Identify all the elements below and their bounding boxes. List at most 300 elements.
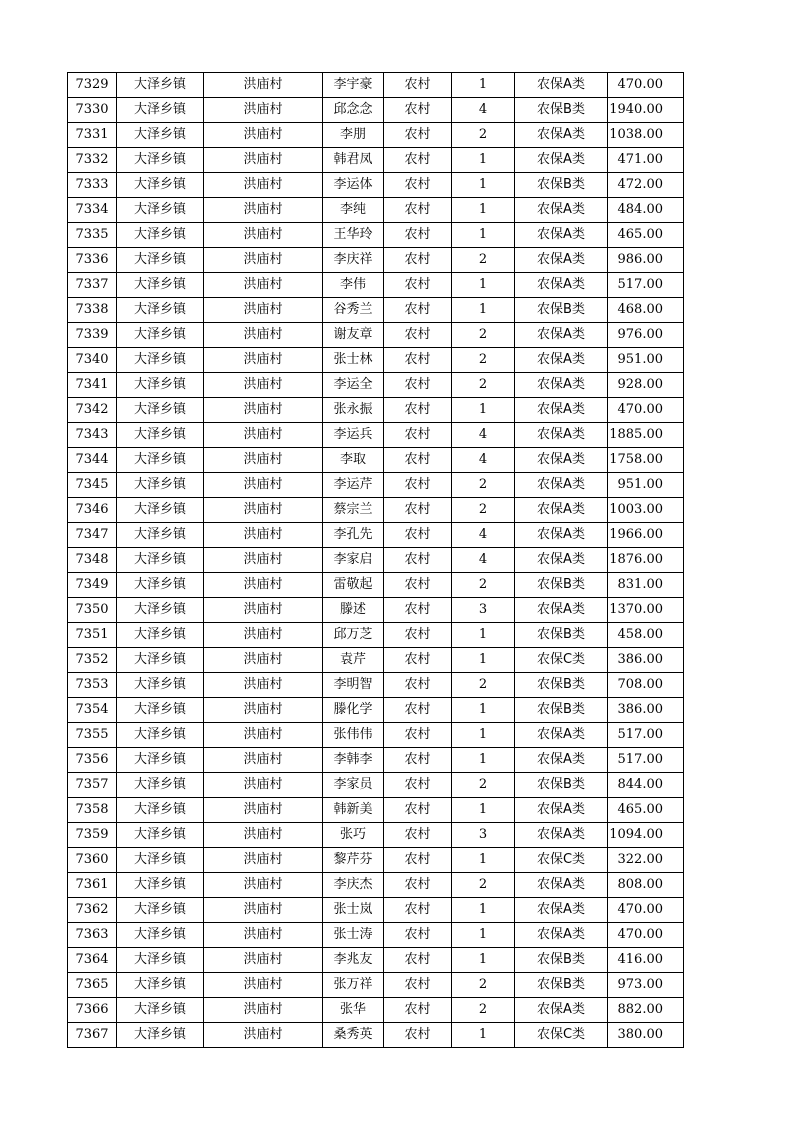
cell-amount: 470.00 <box>608 923 684 948</box>
table-row <box>68 948 684 973</box>
table-body <box>68 73 684 1048</box>
cell-name: 李宇豪 <box>323 73 384 98</box>
cell-area-type: 农村 <box>384 398 452 423</box>
cell-amount: 322.00 <box>608 848 684 873</box>
cell-name: 滕化学 <box>323 698 384 723</box>
cell-row-number: 7340 <box>68 348 117 373</box>
table-row <box>68 323 684 348</box>
cell-amount: 951.00 <box>608 473 684 498</box>
cell-amount: 517.00 <box>608 748 684 773</box>
cell-village: 洪庙村 <box>204 998 323 1023</box>
cell-village: 洪庙村 <box>204 398 323 423</box>
cell-village: 洪庙村 <box>204 98 323 123</box>
cell-insurance-class: 农保A类 <box>515 723 608 748</box>
cell-village: 洪庙村 <box>204 923 323 948</box>
cell-area-type: 农村 <box>384 173 452 198</box>
cell-row-number: 7348 <box>68 548 117 573</box>
cell-household-size: 1 <box>452 623 515 648</box>
cell-amount: 465.00 <box>608 223 684 248</box>
cell-name: 张士林 <box>323 348 384 373</box>
cell-row-number: 7329 <box>68 73 117 98</box>
cell-household-size: 3 <box>452 823 515 848</box>
cell-name: 韩君凤 <box>323 148 384 173</box>
cell-household-size: 1 <box>452 173 515 198</box>
cell-amount: 470.00 <box>608 73 684 98</box>
cell-insurance-class: 农保C类 <box>515 648 608 673</box>
cell-area-type: 农村 <box>384 198 452 223</box>
cell-amount: 1876.00 <box>608 548 684 573</box>
cell-row-number: 7354 <box>68 698 117 723</box>
cell-area-type: 农村 <box>384 648 452 673</box>
cell-township: 大泽乡镇 <box>117 898 204 923</box>
cell-insurance-class: 农保A类 <box>515 373 608 398</box>
cell-township: 大泽乡镇 <box>117 848 204 873</box>
cell-insurance-class: 农保A类 <box>515 998 608 1023</box>
cell-name: 张士岚 <box>323 898 384 923</box>
cell-row-number: 7363 <box>68 923 117 948</box>
cell-area-type: 农村 <box>384 323 452 348</box>
cell-township: 大泽乡镇 <box>117 823 204 848</box>
cell-name: 张士涛 <box>323 923 384 948</box>
cell-amount: 986.00 <box>608 248 684 273</box>
table-row <box>68 548 684 573</box>
cell-area-type: 农村 <box>384 123 452 148</box>
cell-row-number: 7335 <box>68 223 117 248</box>
cell-insurance-class: 农保A类 <box>515 148 608 173</box>
cell-village: 洪庙村 <box>204 548 323 573</box>
table-row <box>68 348 684 373</box>
cell-amount: 1940.00 <box>608 98 684 123</box>
cell-household-size: 2 <box>452 498 515 523</box>
cell-township: 大泽乡镇 <box>117 1023 204 1048</box>
cell-amount: 470.00 <box>608 398 684 423</box>
cell-township: 大泽乡镇 <box>117 323 204 348</box>
cell-insurance-class: 农保A类 <box>515 548 608 573</box>
cell-amount: 1094.00 <box>608 823 684 848</box>
cell-village: 洪庙村 <box>204 73 323 98</box>
cell-area-type: 农村 <box>384 823 452 848</box>
cell-name: 张伟伟 <box>323 723 384 748</box>
cell-amount: 831.00 <box>608 573 684 598</box>
cell-township: 大泽乡镇 <box>117 423 204 448</box>
cell-area-type: 农村 <box>384 773 452 798</box>
cell-amount: 976.00 <box>608 323 684 348</box>
cell-township: 大泽乡镇 <box>117 448 204 473</box>
cell-township: 大泽乡镇 <box>117 73 204 98</box>
cell-row-number: 7356 <box>68 748 117 773</box>
table-row <box>68 623 684 648</box>
cell-insurance-class: 农保A类 <box>515 198 608 223</box>
cell-village: 洪庙村 <box>204 848 323 873</box>
cell-area-type: 农村 <box>384 923 452 948</box>
cell-row-number: 7341 <box>68 373 117 398</box>
cell-row-number: 7349 <box>68 573 117 598</box>
cell-amount: 484.00 <box>608 198 684 223</box>
cell-township: 大泽乡镇 <box>117 348 204 373</box>
cell-village: 洪庙村 <box>204 573 323 598</box>
cell-village: 洪庙村 <box>204 248 323 273</box>
cell-row-number: 7342 <box>68 398 117 423</box>
cell-township: 大泽乡镇 <box>117 148 204 173</box>
cell-name: 张万祥 <box>323 973 384 998</box>
cell-township: 大泽乡镇 <box>117 223 204 248</box>
cell-area-type: 农村 <box>384 698 452 723</box>
cell-amount: 951.00 <box>608 348 684 373</box>
cell-name: 李兆友 <box>323 948 384 973</box>
table-row <box>68 698 684 723</box>
table-row <box>68 873 684 898</box>
cell-amount: 973.00 <box>608 973 684 998</box>
cell-township: 大泽乡镇 <box>117 673 204 698</box>
table-row <box>68 123 684 148</box>
cell-village: 洪庙村 <box>204 773 323 798</box>
table-row <box>68 148 684 173</box>
cell-township: 大泽乡镇 <box>117 773 204 798</box>
cell-name: 李纯 <box>323 198 384 223</box>
cell-household-size: 1 <box>452 273 515 298</box>
cell-village: 洪庙村 <box>204 598 323 623</box>
cell-name: 谷秀兰 <box>323 298 384 323</box>
cell-row-number: 7357 <box>68 773 117 798</box>
cell-area-type: 农村 <box>384 473 452 498</box>
cell-row-number: 7343 <box>68 423 117 448</box>
cell-insurance-class: 农保A类 <box>515 73 608 98</box>
table-row <box>68 98 684 123</box>
cell-amount: 471.00 <box>608 148 684 173</box>
cell-township: 大泽乡镇 <box>117 173 204 198</box>
cell-insurance-class: 农保A类 <box>515 123 608 148</box>
cell-household-size: 2 <box>452 373 515 398</box>
cell-amount: 470.00 <box>608 898 684 923</box>
cell-household-size: 1 <box>452 1023 515 1048</box>
cell-township: 大泽乡镇 <box>117 598 204 623</box>
cell-insurance-class: 农保A类 <box>515 898 608 923</box>
cell-area-type: 农村 <box>384 423 452 448</box>
cell-amount: 1003.00 <box>608 498 684 523</box>
cell-amount: 468.00 <box>608 298 684 323</box>
table-row <box>68 923 684 948</box>
cell-village: 洪庙村 <box>204 448 323 473</box>
cell-township: 大泽乡镇 <box>117 248 204 273</box>
cell-row-number: 7336 <box>68 248 117 273</box>
cell-name: 袁芹 <box>323 648 384 673</box>
cell-area-type: 农村 <box>384 548 452 573</box>
cell-area-type: 农村 <box>384 998 452 1023</box>
cell-township: 大泽乡镇 <box>117 623 204 648</box>
cell-row-number: 7337 <box>68 273 117 298</box>
cell-insurance-class: 农保B类 <box>515 973 608 998</box>
cell-household-size: 3 <box>452 598 515 623</box>
cell-area-type: 农村 <box>384 273 452 298</box>
cell-insurance-class: 农保B类 <box>515 773 608 798</box>
cell-household-size: 1 <box>452 398 515 423</box>
cell-name: 李孔先 <box>323 523 384 548</box>
cell-insurance-class: 农保A类 <box>515 323 608 348</box>
cell-area-type: 农村 <box>384 948 452 973</box>
cell-household-size: 1 <box>452 648 515 673</box>
cell-row-number: 7358 <box>68 798 117 823</box>
table-row <box>68 73 684 98</box>
cell-insurance-class: 农保B类 <box>515 173 608 198</box>
cell-township: 大泽乡镇 <box>117 648 204 673</box>
cell-amount: 465.00 <box>608 798 684 823</box>
cell-name: 滕述 <box>323 598 384 623</box>
cell-row-number: 7355 <box>68 723 117 748</box>
cell-amount: 472.00 <box>608 173 684 198</box>
cell-insurance-class: 农保A类 <box>515 748 608 773</box>
cell-area-type: 农村 <box>384 598 452 623</box>
cell-amount: 928.00 <box>608 373 684 398</box>
cell-name: 雷敬起 <box>323 573 384 598</box>
cell-row-number: 7364 <box>68 948 117 973</box>
cell-name: 韩新美 <box>323 798 384 823</box>
cell-household-size: 2 <box>452 473 515 498</box>
cell-village: 洪庙村 <box>204 723 323 748</box>
cell-area-type: 农村 <box>384 873 452 898</box>
cell-household-size: 2 <box>452 348 515 373</box>
cell-row-number: 7365 <box>68 973 117 998</box>
cell-row-number: 7350 <box>68 598 117 623</box>
cell-row-number: 7352 <box>68 648 117 673</box>
cell-village: 洪庙村 <box>204 973 323 998</box>
cell-row-number: 7362 <box>68 898 117 923</box>
cell-area-type: 农村 <box>384 73 452 98</box>
cell-name: 邱念念 <box>323 98 384 123</box>
cell-insurance-class: 农保A类 <box>515 223 608 248</box>
cell-row-number: 7338 <box>68 298 117 323</box>
cell-amount: 1370.00 <box>608 598 684 623</box>
cell-name: 李韩李 <box>323 748 384 773</box>
table-row <box>68 398 684 423</box>
cell-amount: 1966.00 <box>608 523 684 548</box>
cell-area-type: 农村 <box>384 248 452 273</box>
cell-village: 洪庙村 <box>204 873 323 898</box>
cell-village: 洪庙村 <box>204 948 323 973</box>
table-row <box>68 498 684 523</box>
cell-row-number: 7359 <box>68 823 117 848</box>
cell-name: 王华玲 <box>323 223 384 248</box>
cell-township: 大泽乡镇 <box>117 298 204 323</box>
cell-village: 洪庙村 <box>204 323 323 348</box>
cell-insurance-class: 农保A类 <box>515 248 608 273</box>
cell-village: 洪庙村 <box>204 423 323 448</box>
cell-name: 李伟 <box>323 273 384 298</box>
cell-insurance-class: 农保A类 <box>515 523 608 548</box>
cell-area-type: 农村 <box>384 1023 452 1048</box>
cell-name: 黎芹芬 <box>323 848 384 873</box>
cell-row-number: 7345 <box>68 473 117 498</box>
cell-area-type: 农村 <box>384 573 452 598</box>
cell-amount: 386.00 <box>608 648 684 673</box>
cell-row-number: 7333 <box>68 173 117 198</box>
cell-name: 李运全 <box>323 373 384 398</box>
cell-area-type: 农村 <box>384 973 452 998</box>
cell-amount: 380.00 <box>608 1023 684 1048</box>
cell-area-type: 农村 <box>384 348 452 373</box>
cell-township: 大泽乡镇 <box>117 123 204 148</box>
cell-name: 李明智 <box>323 673 384 698</box>
table-row <box>68 848 684 873</box>
cell-village: 洪庙村 <box>204 273 323 298</box>
cell-village: 洪庙村 <box>204 673 323 698</box>
cell-amount: 517.00 <box>608 273 684 298</box>
cell-township: 大泽乡镇 <box>117 973 204 998</box>
cell-row-number: 7360 <box>68 848 117 873</box>
cell-household-size: 1 <box>452 848 515 873</box>
cell-name: 李家员 <box>323 773 384 798</box>
cell-amount: 882.00 <box>608 998 684 1023</box>
cell-household-size: 4 <box>452 548 515 573</box>
data-table <box>67 72 684 1048</box>
cell-area-type: 农村 <box>384 98 452 123</box>
cell-household-size: 1 <box>452 198 515 223</box>
cell-row-number: 7366 <box>68 998 117 1023</box>
cell-township: 大泽乡镇 <box>117 998 204 1023</box>
cell-township: 大泽乡镇 <box>117 573 204 598</box>
cell-area-type: 农村 <box>384 298 452 323</box>
table-row <box>68 798 684 823</box>
table-row <box>68 648 684 673</box>
cell-village: 洪庙村 <box>204 748 323 773</box>
cell-village: 洪庙村 <box>204 373 323 398</box>
cell-insurance-class: 农保B类 <box>515 673 608 698</box>
table-row <box>68 223 684 248</box>
cell-amount: 844.00 <box>608 773 684 798</box>
cell-household-size: 1 <box>452 148 515 173</box>
table-row <box>68 573 684 598</box>
cell-village: 洪庙村 <box>204 198 323 223</box>
cell-township: 大泽乡镇 <box>117 548 204 573</box>
cell-township: 大泽乡镇 <box>117 373 204 398</box>
cell-household-size: 2 <box>452 123 515 148</box>
cell-household-size: 2 <box>452 248 515 273</box>
cell-household-size: 4 <box>452 523 515 548</box>
cell-township: 大泽乡镇 <box>117 748 204 773</box>
cell-household-size: 2 <box>452 973 515 998</box>
table-row <box>68 173 684 198</box>
cell-area-type: 农村 <box>384 448 452 473</box>
cell-village: 洪庙村 <box>204 798 323 823</box>
cell-township: 大泽乡镇 <box>117 798 204 823</box>
cell-insurance-class: 农保B类 <box>515 98 608 123</box>
cell-name: 桑秀英 <box>323 1023 384 1048</box>
cell-amount: 708.00 <box>608 673 684 698</box>
cell-area-type: 农村 <box>384 673 452 698</box>
cell-household-size: 1 <box>452 898 515 923</box>
cell-amount: 517.00 <box>608 723 684 748</box>
cell-village: 洪庙村 <box>204 498 323 523</box>
cell-row-number: 7361 <box>68 873 117 898</box>
cell-township: 大泽乡镇 <box>117 98 204 123</box>
cell-village: 洪庙村 <box>204 698 323 723</box>
cell-area-type: 农村 <box>384 373 452 398</box>
cell-amount: 1885.00 <box>608 423 684 448</box>
cell-insurance-class: 农保C类 <box>515 848 608 873</box>
cell-name: 李家启 <box>323 548 384 573</box>
cell-insurance-class: 农保A类 <box>515 448 608 473</box>
cell-village: 洪庙村 <box>204 898 323 923</box>
cell-row-number: 7344 <box>68 448 117 473</box>
cell-village: 洪庙村 <box>204 523 323 548</box>
cell-township: 大泽乡镇 <box>117 523 204 548</box>
cell-village: 洪庙村 <box>204 173 323 198</box>
cell-area-type: 农村 <box>384 723 452 748</box>
cell-row-number: 7330 <box>68 98 117 123</box>
cell-name: 李运体 <box>323 173 384 198</box>
cell-name: 李朋 <box>323 123 384 148</box>
cell-insurance-class: 农保A类 <box>515 873 608 898</box>
cell-village: 洪庙村 <box>204 648 323 673</box>
cell-household-size: 2 <box>452 998 515 1023</box>
cell-township: 大泽乡镇 <box>117 273 204 298</box>
cell-township: 大泽乡镇 <box>117 923 204 948</box>
cell-village: 洪庙村 <box>204 623 323 648</box>
cell-insurance-class: 农保A类 <box>515 398 608 423</box>
cell-village: 洪庙村 <box>204 148 323 173</box>
cell-insurance-class: 农保A类 <box>515 473 608 498</box>
table-row <box>68 198 684 223</box>
cell-area-type: 农村 <box>384 748 452 773</box>
table-row <box>68 373 684 398</box>
cell-area-type: 农村 <box>384 898 452 923</box>
cell-name: 李运兵 <box>323 423 384 448</box>
cell-name: 张永振 <box>323 398 384 423</box>
cell-insurance-class: 农保B类 <box>515 298 608 323</box>
cell-household-size: 4 <box>452 448 515 473</box>
cell-household-size: 2 <box>452 573 515 598</box>
cell-amount: 386.00 <box>608 698 684 723</box>
table-row <box>68 423 684 448</box>
cell-name: 谢友章 <box>323 323 384 348</box>
cell-area-type: 农村 <box>384 223 452 248</box>
cell-household-size: 1 <box>452 723 515 748</box>
cell-row-number: 7351 <box>68 623 117 648</box>
cell-amount: 1758.00 <box>608 448 684 473</box>
cell-household-size: 1 <box>452 923 515 948</box>
cell-household-size: 4 <box>452 98 515 123</box>
cell-insurance-class: 农保A类 <box>515 923 608 948</box>
cell-row-number: 7353 <box>68 673 117 698</box>
table-row <box>68 823 684 848</box>
cell-household-size: 2 <box>452 673 515 698</box>
cell-insurance-class: 农保A类 <box>515 348 608 373</box>
table-row <box>68 973 684 998</box>
cell-insurance-class: 农保A类 <box>515 798 608 823</box>
table-row <box>68 673 684 698</box>
cell-household-size: 4 <box>452 423 515 448</box>
table-row <box>68 298 684 323</box>
cell-township: 大泽乡镇 <box>117 498 204 523</box>
cell-insurance-class: 农保B类 <box>515 698 608 723</box>
cell-area-type: 农村 <box>384 148 452 173</box>
cell-township: 大泽乡镇 <box>117 198 204 223</box>
cell-insurance-class: 农保A类 <box>515 598 608 623</box>
cell-township: 大泽乡镇 <box>117 948 204 973</box>
cell-row-number: 7367 <box>68 1023 117 1048</box>
table-row <box>68 748 684 773</box>
cell-row-number: 7332 <box>68 148 117 173</box>
cell-row-number: 7334 <box>68 198 117 223</box>
cell-insurance-class: 农保A类 <box>515 823 608 848</box>
cell-area-type: 农村 <box>384 798 452 823</box>
cell-village: 洪庙村 <box>204 298 323 323</box>
cell-name: 李庆祥 <box>323 248 384 273</box>
cell-household-size: 1 <box>452 73 515 98</box>
cell-township: 大泽乡镇 <box>117 398 204 423</box>
cell-area-type: 农村 <box>384 623 452 648</box>
cell-insurance-class: 农保A类 <box>515 498 608 523</box>
table-row <box>68 773 684 798</box>
